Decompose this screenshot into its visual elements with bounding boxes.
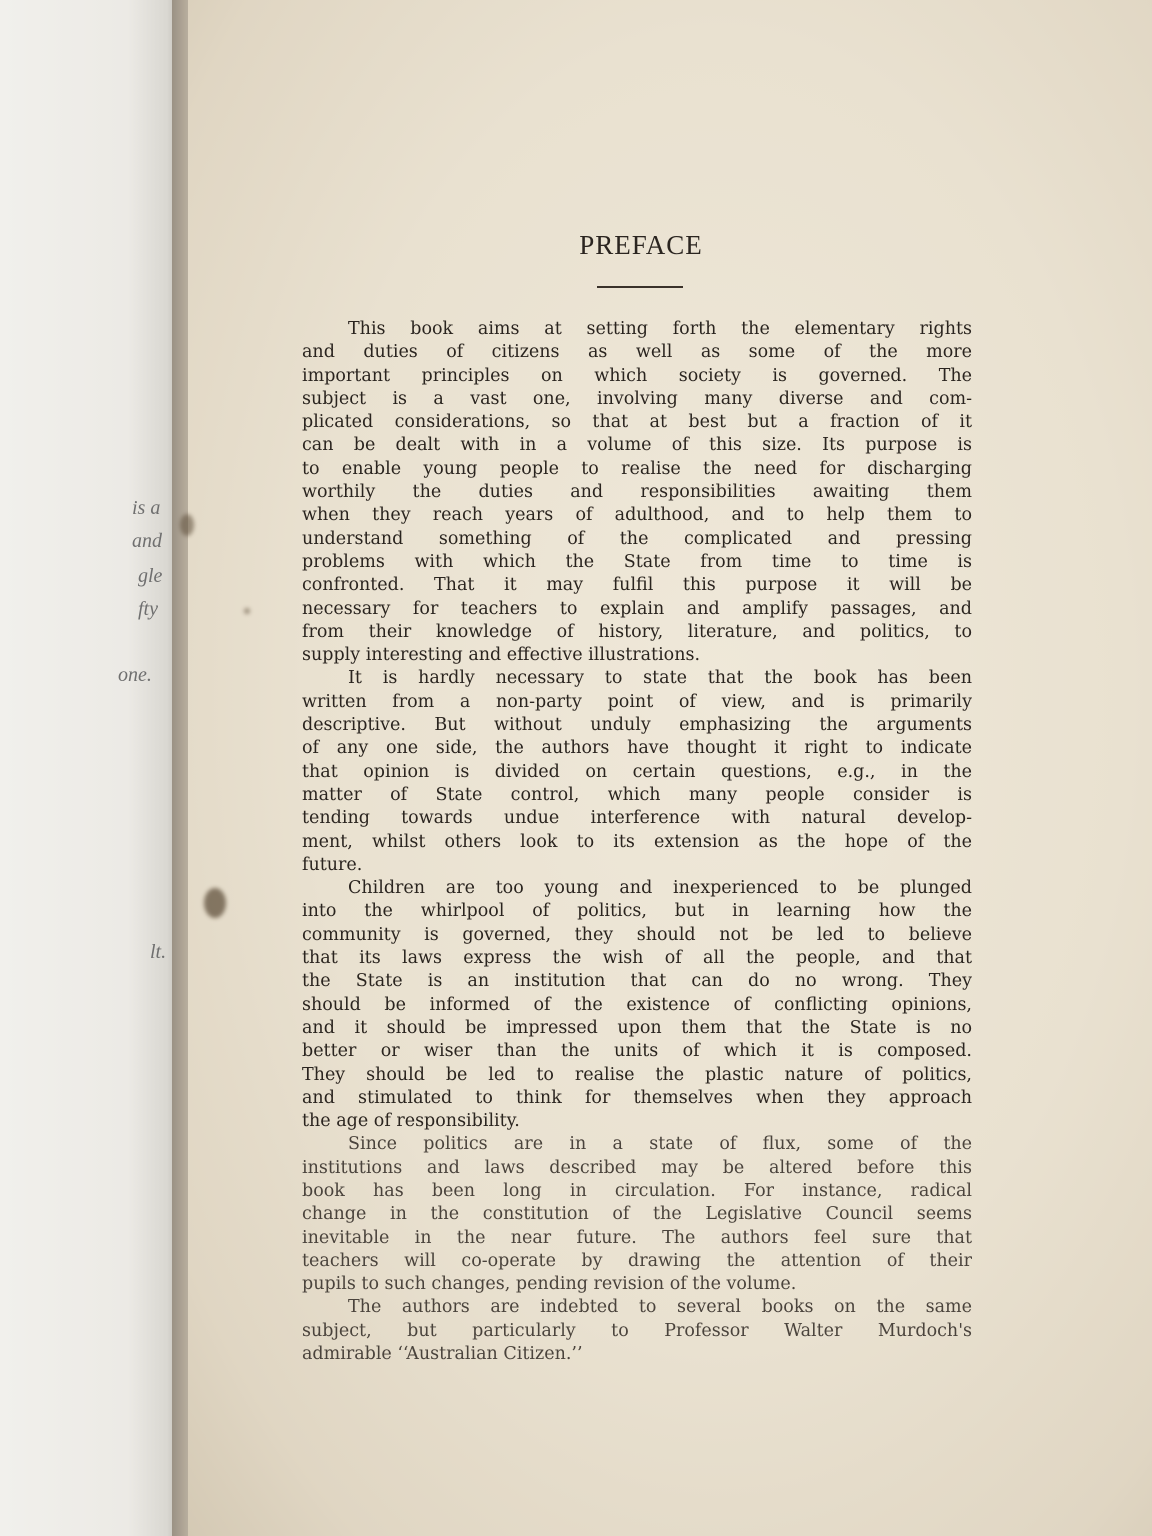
text-line: Since politics are in a state of flux, some of the — [348, 1134, 972, 1155]
text-line: book has been long in circulation. For instance, radical — [302, 1180, 972, 1201]
preface-paragraph — [302, 667, 972, 877]
text-line: understand something of the complicated and pressing — [302, 528, 972, 549]
text-line: that its laws express the wish of all the people, and that — [302, 948, 972, 969]
left-page-fragment: lt. — [150, 941, 167, 963]
text-line: and it should be impressed upon them that the State is no — [302, 1017, 972, 1038]
text-line: ment, whilst others look to its extension as the hope of the — [302, 831, 972, 852]
text-line: admirable ‘‘Australian Citizen.’’ — [302, 1344, 583, 1365]
stain-mark — [244, 608, 250, 614]
text-line: from their knowledge of history, literature, and politics, to — [302, 621, 972, 642]
text-line: change in the constitution of the Legislative Council seems — [302, 1204, 972, 1225]
text-line: that opinion is divided on certain questions, e.g., in the — [302, 761, 972, 782]
text-line: subject is a vast one, involving many diverse and com- — [302, 388, 972, 409]
text-line: written from a non-party point of view, and is primarily — [302, 691, 972, 712]
text-line: They should be led to realise the plastic nature of politics, — [302, 1064, 972, 1085]
preface-paragraph — [302, 877, 972, 1133]
text-line: should be informed of the existence of conflicting opinions, — [302, 994, 972, 1015]
text-line: This book aims at setting forth the elementary rights — [348, 319, 972, 339]
title-underline — [597, 286, 683, 288]
preface-paragraph — [302, 1296, 972, 1366]
text-line: descriptive. But without unduly emphasizing the arguments — [302, 715, 972, 736]
preface-body — [302, 318, 972, 1366]
text-line: The authors are indebted to several books on the same — [348, 1297, 972, 1318]
text-line: It is hardly necessary to state that the book has been — [348, 668, 972, 689]
text-line: future. — [302, 854, 363, 875]
page-title: PREFACE — [579, 230, 703, 260]
text-line: pupils to such changes, pending revision of the volume. — [302, 1274, 797, 1295]
text-line: can be dealt with in a volume of this size. Its purpose is — [302, 435, 972, 456]
left-page-fragment: and — [132, 530, 162, 552]
text-line: to enable young people to realise the need for discharging — [302, 458, 972, 479]
stain-mark — [180, 514, 194, 536]
text-line: matter of State control, which many people consider is — [302, 784, 972, 805]
text-line: and stimulated to think for themselves when they approach — [302, 1087, 972, 1108]
text-line: better or wiser than the units of which it is composed. — [302, 1041, 972, 1062]
text-line: inevitable in the near future. The authors feel sure that — [302, 1227, 972, 1248]
text-line: into the whirlpool of politics, but in learning how the — [302, 901, 972, 922]
text-line: necessary for teachers to explain and amplify passages, and — [302, 598, 972, 619]
preface-paragraph — [302, 1133, 972, 1296]
text-line: important principles on which society is governed. The — [302, 365, 972, 386]
text-line: plicated considerations, so that at best but a fraction of it — [302, 412, 972, 433]
text-line: confronted. That it may fulfil this purpose it will be — [302, 575, 972, 596]
text-line: the State is an institution that can do no wrong. They — [302, 971, 972, 992]
text-line: the age of responsibility. — [302, 1111, 520, 1132]
left-page-fragment: gle — [138, 565, 163, 587]
text-line: teachers will co-operate by drawing the attention of their — [302, 1250, 972, 1271]
text-line: subject, but particularly to Professor Walter Murdoch's — [302, 1320, 972, 1341]
text-line: tending towards undue interference with natural develop- — [302, 808, 972, 829]
left-page-fragment: one. — [118, 664, 152, 686]
left-page-fragment: is a — [132, 497, 161, 519]
stain-mark — [204, 888, 226, 918]
text-line: worthily the duties and responsibilities awaiting them — [302, 482, 972, 503]
text-line: of any one side, the authors have thought it right to indicate — [302, 738, 972, 759]
text-line: institutions and laws described may be altered before this — [302, 1157, 972, 1178]
text-line: supply interesting and effective illustrations. — [302, 645, 701, 666]
text-line: when they reach years of adulthood, and to help them to — [302, 505, 972, 526]
text-line: community is governed, they should not be led to believe — [302, 924, 972, 945]
left-page-fragment: fty — [138, 598, 158, 620]
text-line: problems with which the State from time to time is — [302, 551, 972, 572]
text-line: Children are too young and inexperienced to be plunged — [348, 878, 972, 899]
preface-paragraph — [302, 318, 972, 667]
text-line: and duties of citizens as well as some of the more — [302, 342, 972, 363]
